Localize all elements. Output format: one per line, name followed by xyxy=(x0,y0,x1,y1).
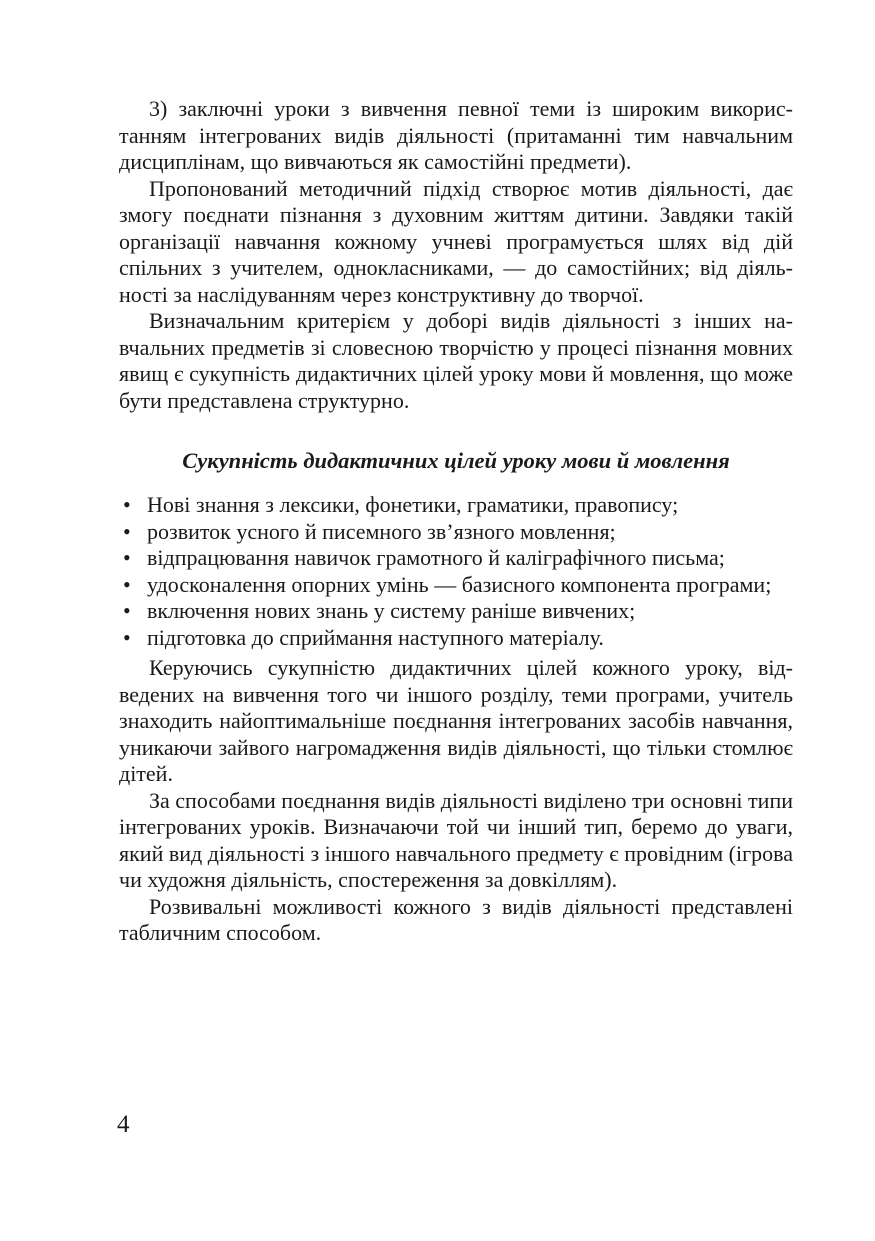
list-item xyxy=(119,545,793,572)
list-item xyxy=(119,625,793,652)
list-item-text: Нові знання з лексики, фонетики, граматики, правопису; xyxy=(147,492,679,517)
list-item-text: удосконалення опорних умінь — базисного компонента програми; xyxy=(147,571,772,597)
didactic-goals-list xyxy=(119,492,793,651)
page-number: 4 xyxy=(117,1111,130,1138)
list-item-text: відпрацювання навичок грамотного й каліграфічного письма; xyxy=(147,545,725,570)
bullet-icon: • xyxy=(123,492,131,517)
bullet-icon: • xyxy=(123,545,131,570)
list-item xyxy=(119,492,793,519)
paragraph-criterion: Визначальним критерієм у доборі видів діяльності з інших навчальних предметів зі словесною творчістю у процесі пізнання мовних явищ є сукупність дидактичних цілей уроку мови й мовлення, що може бути представлена структурно. xyxy=(119,308,793,413)
bullet-icon: • xyxy=(123,624,131,650)
paragraph-final-lessons: 3) заключні уроки з вивчення певної теми із широким використанням інтегрованих видів діяльності (притаманні тим навчальним дисциплінам, що вивчаються як самостійні предмети). xyxy=(119,96,793,174)
paragraph-method-approach: Пропонований методичний підхід створює мотив діяльності, дає змогу поєднати пізнання з духовним життям дитини. Завдяки такій організації навчання кожному учневі програмується шлях від дій спільних з учителем, однокласниками, — до самостійних; від діяльності за наслідуванням через конструктивну до творчої. xyxy=(119,175,793,307)
paragraph-lesson-types: За способами поєднання видів діяльності виділено три основні типи інтегрованих уроків. Визначаючи той чи інший тип, беремо до уваги, який вид діяльності з іншого навчального предмету є провідним (ігрова чи художня діяльність, спостереження за довкіллям). xyxy=(119,787,793,892)
list-item xyxy=(119,598,793,625)
bullet-icon: • xyxy=(123,598,131,623)
page-content xyxy=(119,96,793,947)
bullet-icon: • xyxy=(123,518,131,544)
list-item-text: включення нових знань у систему раніше вивчених; xyxy=(147,598,636,623)
list-item-text: розвиток усного й писемного зв’язного мовлення; xyxy=(147,518,616,544)
paragraph-table-intro: Розвивальні можливості кожного з видів діяльності представлені табличним способом. xyxy=(119,893,793,945)
bullet-icon: • xyxy=(123,571,131,597)
section-heading: Сукупність дидактичних цілей уроку мови й мовлення xyxy=(182,448,730,473)
list-item-text: підготовка до сприймання наступного матеріалу. xyxy=(147,624,604,650)
paragraph-guided-by-goals: Керуючись сукупністю дидактичних цілей кожного уроку, відведених на вивчення того чи іншого розділу, теми програми, учитель знаходить найоптимальніше поєднання інтегрованих засобів навчання, уникаючи зайвого нагромадження видів діяльності, що тільки стомлює дітей. xyxy=(119,655,793,786)
list-item xyxy=(119,572,793,599)
list-item xyxy=(119,519,793,546)
